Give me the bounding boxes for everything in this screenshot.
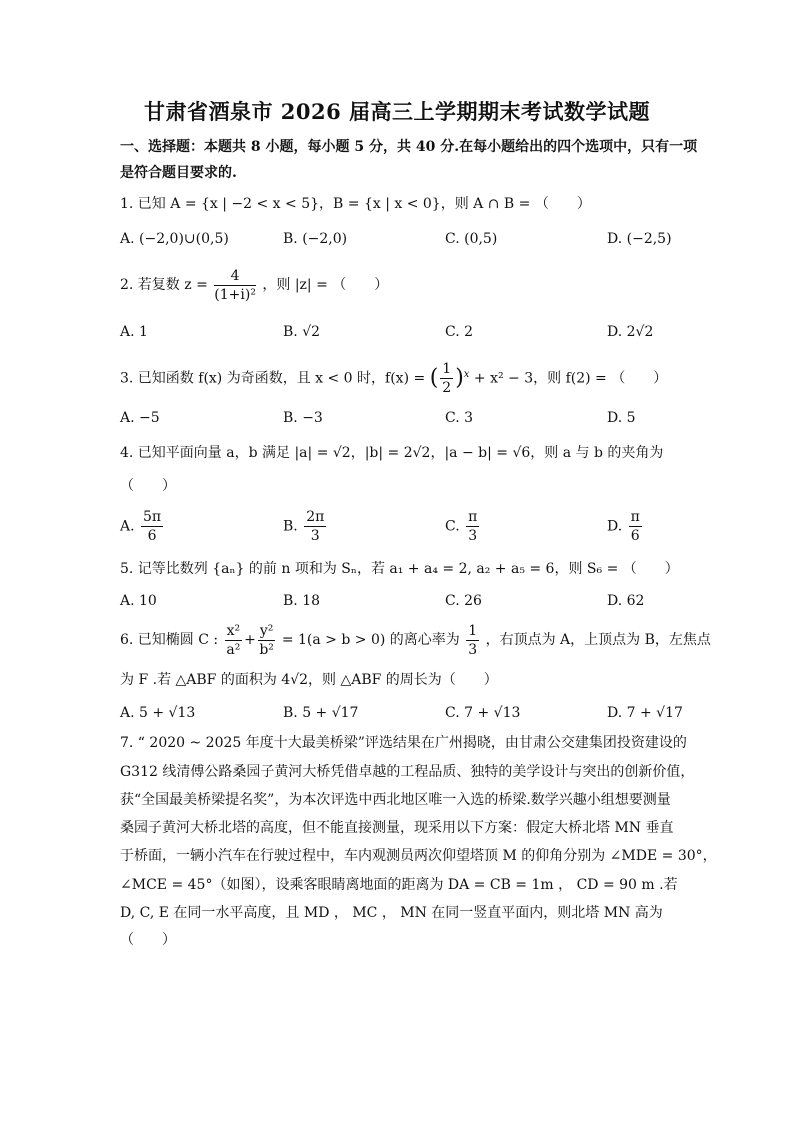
q3-option-d: D. 5 (607, 410, 636, 426)
q3-fraction (440, 360, 453, 397)
q7-line-8: （ ） (120, 932, 176, 948)
q6-e-den: 3 (468, 641, 478, 658)
q4-stem: 4. 已知平面向量 a，b 满足 |a| = √2，|b| = 2√2，|a − b| = √6，则 a 与 b 的夹角为 (120, 445, 664, 461)
q2-numerator: 4 (214, 267, 256, 286)
q1-option-c: C. (0,5) (445, 231, 498, 247)
q4-option-c (445, 508, 481, 545)
q7-line-3: 获“全国最美桥梁提名奖”，为本次评选中西北地区唯一入选的桥梁.数学兴趣小组想要测量 (120, 792, 671, 808)
q3-prefix: 3. 已知函数 f(x) 为奇函数，且 x < 0 时，f(x) = (120, 370, 426, 387)
q5-option-a: A. 10 (120, 593, 157, 609)
q6-option-d: D. 7 + √17 (607, 705, 683, 721)
q7-line-1: 7. “ 2020 ~ 2025 年度十大最美桥梁”评选结果在广州揭晓，由甘肃公交建集团投资建设的 (120, 735, 687, 751)
q4-option-a-label: A. (120, 518, 135, 535)
q1-option-a: A. (−2,0)∪(0,5) (120, 231, 229, 247)
q2-fraction (214, 267, 256, 304)
q2-option-a: A. 1 (120, 324, 148, 340)
q6-mid: = 1(a > b > 0) 的离心率为 (281, 632, 460, 648)
q6-x-num: x² (226, 622, 241, 639)
q3-option-a: A. −5 (120, 410, 160, 426)
q5-option-c: C. 26 (445, 593, 482, 609)
q4-option-c-label: C. (445, 518, 460, 535)
q7-line-5: 于桥面，一辆小汽车在行驶过程中，车内观测员两次仰望塔顶 M 的仰角分别为 ∠MDE = 30°， (120, 848, 717, 864)
section-heading-line2: 是符合题目要求的. (120, 165, 237, 181)
q4-option-b-den: 3 (310, 528, 320, 544)
section-heading-line1: 一、选择题：本题共 8 小题，每小题 5 分，共 40 分.在每小题给出的四个选项中，只有一项 (120, 139, 698, 155)
q5-stem: 5. 记等比数列 {aₙ} 的前 n 项和为 Sₙ，若 a₁ + a₄ = 2, a₂ + a₅ = 6，则 S₆ = （ ） (120, 561, 679, 577)
q3-option-c: C. 3 (445, 410, 474, 426)
q7-line-6: ∠MCE = 45°（如图），设乘客眼睛离地面的距离为 DA = CB = 1m ， CD = 90 m .若 (120, 877, 678, 893)
q1-stem: 1. 已知 A = {x | −2 < x < 5}，B = {x | x < 0}，则 A ∩ B = （ ） (120, 196, 591, 212)
q6-stem: 6. 已知椭圆 C : $\frac{\text{x²}}{\text{a²}}$ + $\frac{\text{y²}}{\text{b²}}$ = 1(a > b > 0) 的离心率为 $\frac{1}{3}$ ，右顶点为 A，上顶点为 B，左焦点 (120, 622, 711, 658)
q3-numerator: 1 (442, 361, 452, 378)
q6-option-c: C. 7 + √13 (445, 705, 521, 721)
q6-line2: 为 F .若 △ABF 的面积为 4√2，则 △ABF 的周长为（ ） (120, 672, 498, 688)
q6-y-den: b² (259, 641, 274, 658)
q7-line-7: D, C, E 在同一水平高度，且 MD ， MC ， MN 在同一竖直平面内，则北塔 MN 高为 (120, 905, 663, 921)
q6-x-den: a² (226, 641, 241, 658)
q7-line-4: 桑园子黄河大桥北塔的高度，但不能直接测量，现采用以下方案：假定大桥北塔 MN 垂直 (120, 820, 674, 836)
q4-option-d-den: 6 (630, 528, 640, 544)
page-title: 甘肃省酒泉市 2026 届高三上学期期末考试数学试题 (143, 99, 651, 124)
q3-exponent: x (463, 369, 470, 380)
q4-option-d (607, 508, 644, 545)
q3-option-b: B. −3 (283, 410, 323, 426)
q4-paren: （ ） (120, 478, 176, 494)
q4-option-a-den: 6 (147, 528, 157, 544)
q2-stem (120, 262, 388, 308)
q2-prefix: 2. 若复数 z = (120, 277, 208, 293)
q6-y-num: y² (259, 622, 274, 639)
q2-option-b: B. √2 (283, 324, 321, 340)
q6-prefix: 6. 已知椭圆 C : (120, 632, 219, 648)
q4-option-d-num: π (630, 509, 640, 525)
q7-line-2: G312 线清傅公路桑园子黄河大桥凭借卓越的工程品质、独特的美学设计与突出的创新价值， (120, 764, 695, 780)
q6-option-a: A. 5 + √13 (120, 705, 196, 721)
q5-option-d: D. 62 (607, 593, 645, 609)
q4-option-a-num: 5π (143, 509, 162, 525)
q2-denominator: (1+i)² (214, 286, 256, 303)
q3-stem: 3. 已知函数 f(x) 为奇函数，且 x < 0 时，f(x) = ( $\frac{1}{2}$ )$^x$ + x² − 3，则 f(2) = （ ） (120, 361, 668, 397)
q6-option-b: B. 5 + √17 (283, 705, 359, 721)
q4-option-c-den: 3 (468, 528, 478, 544)
q6-e-num: 1 (468, 622, 478, 639)
q4-option-b (283, 508, 328, 545)
q3-denominator: 2 (442, 380, 452, 397)
q5-option-b: B. 18 (283, 593, 321, 609)
q2-option-d: D. 2√2 (607, 324, 654, 340)
q4-option-b-num: 2π (306, 509, 325, 525)
q2-suffix: ，则 |z| = （ ） (262, 277, 389, 293)
q4-option-c-num: π (468, 509, 478, 525)
q6-suffix: ，右顶点为 A，上顶点为 B，左焦点 (485, 632, 711, 648)
q4-option-b-label: B. (283, 518, 298, 535)
q2-option-c: C. 2 (445, 324, 474, 340)
q4-option-a (120, 508, 165, 545)
q1-option-d: D. (−2,5) (607, 231, 672, 247)
q1-option-b: B. (−2,0) (283, 231, 348, 247)
q3-suffix: + x² − 3，则 f(2) = （ ） (473, 370, 668, 387)
q4-option-d-label: D. (607, 518, 623, 535)
